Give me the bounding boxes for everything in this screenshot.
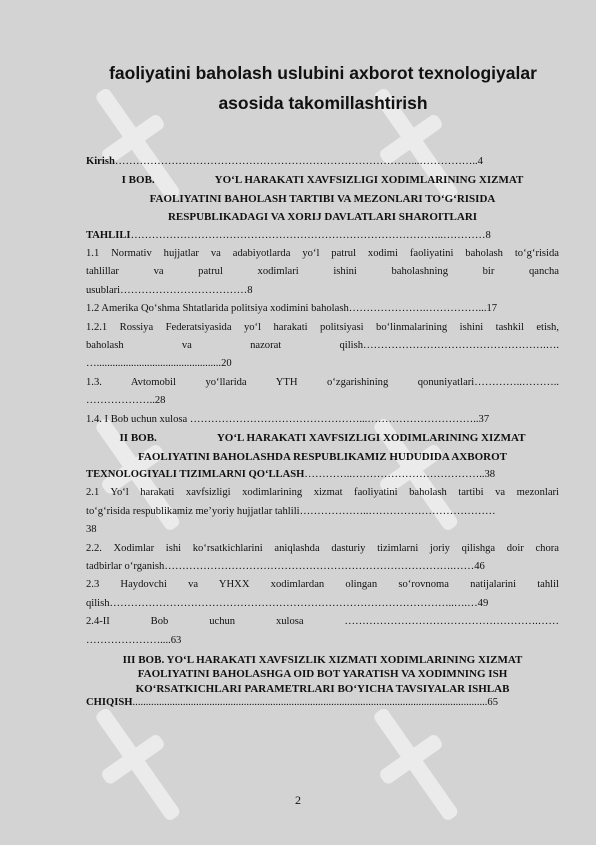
table-of-contents bbox=[86, 153, 559, 711]
toc-entry-2-1[interactable]: 2.1 Yo‘l harakati xavfsizligi xodimlarining xizmat faoliyatini baholash tartibi va mezonlari bbox=[86, 487, 559, 499]
toc-entry-2-3[interactable]: 2.3 Haydovchi va YHXX xodimlardan olingan so‘rovnoma natijalarini tahlil bbox=[86, 579, 559, 591]
toc-chapter-3-tail[interactable]: CHIQISH......................................................................................................................................65 bbox=[86, 697, 498, 709]
toc-chapter-2-tail[interactable]: TEXNOLOGIYALI TIZIMLARNI QO‘LLASH…………..………………………………..38 bbox=[86, 468, 496, 480]
toc-entry-2-1: to‘g‘risida respublikamiz me’yoriy hujjatlar tahlili………………..……………………………… bbox=[86, 505, 496, 517]
toc-entry-2-3: qilish……………………………………………………………………………………..….…49 bbox=[86, 597, 489, 609]
toc-chapter-3-heading[interactable]: III BOB. YO‘L HARAKATI XAVFSIZLIK XIZMATI XODIMLARINING XIZMAT bbox=[122, 653, 523, 666]
toc-entry-1-2-1: baholash va nazorat qilish…………………………………………….…. bbox=[86, 340, 559, 352]
toc-chapter-2-heading: FAOLIYATINI BAHOLASHDA RESPUBLIKAMIZ HUDUDIDA AXBOROT bbox=[138, 450, 507, 463]
toc-entry-1-3[interactable]: 1.3. Avtomobil yo‘llarida YTH o‘zgarishining qonuniyatlari…………..……….. bbox=[86, 376, 559, 388]
toc-entry-2-2[interactable]: 2.2. Xodimlar ishi ko‘rsatkichlarini aniqlashda dasturiy tizimlarni joriy qilishga doir chora bbox=[86, 542, 559, 554]
toc-chapter-1-tail[interactable]: TAHLILI……………………………………………………………………………..…………8 bbox=[86, 229, 491, 241]
title-line: asosida takomillashtirish bbox=[218, 93, 428, 113]
toc-entry-2-4[interactable]: 2.4-II Bob uchun xulosa ……………………………………………….…… bbox=[86, 616, 559, 628]
toc-entry-2-1: 38 bbox=[86, 524, 97, 536]
page-number: 2 bbox=[295, 793, 301, 807]
toc-entry-1-4[interactable]: 1.4. I Bob uchun xulosa …………………………………………...…………………………..37 bbox=[86, 413, 490, 425]
toc-entry-1-2-1: …...............................................20 bbox=[86, 358, 232, 370]
toc-entry-2-2: tadbirlar o‘rganish……………………………………………………………………….……46 bbox=[86, 560, 485, 572]
watermark-logo bbox=[92, 690, 182, 840]
toc-entry-2-4: …………………....63 bbox=[86, 634, 182, 646]
toc-chapter-1-heading: FAOLIYATINI BAHOLASH TARTIBI VA MEZONLARI TO‘G‘RISIDA bbox=[149, 192, 496, 205]
toc-chapter-1-heading: RESPUBLIKADAGI VA XORIJ DAVLATLARI SHAROITLARI bbox=[167, 211, 478, 224]
toc-entry-kirish[interactable]: Kirish…………………………………………………………………………...……………..4 bbox=[86, 156, 483, 167]
page-title bbox=[90, 58, 556, 118]
toc-chapter-3-heading: FAOLIYATINI BAHOLASHGA OID BOT YARATISH VA XODIMNING ISH bbox=[137, 668, 508, 681]
toc-entry-1-1[interactable]: 1.1 Normativ hujjatlar va adabiyotlarda yo‘l patrul xodimi faoliyatini baholash to‘g‘risida bbox=[86, 248, 559, 260]
toc-entry-1-1: usublari………………………………8 bbox=[86, 284, 253, 296]
watermark-logo bbox=[370, 690, 460, 840]
toc-entry-1-2[interactable]: 1.2 Amerika Qo‘shma Shtatlarida politsiya xodimini baholash………………….……………...17 bbox=[86, 303, 498, 315]
toc-chapter-3-heading: KO‘RSATKICHLARI PARAMETRLARI BO‘YICHA TAVSIYALAR ISHLAB bbox=[135, 682, 510, 695]
toc-entry-1-1: tahlillar va patrul xodimlari ishini baholashning bir qancha bbox=[86, 266, 559, 278]
toc-chapter-1-heading[interactable]: I BOB. YO‘L HARAKATI XAVFSIZLIGI XODIMLARINING XIZMAT bbox=[121, 174, 524, 187]
toc-entry-1-3: ………………..28 bbox=[86, 395, 166, 407]
toc-chapter-2-heading[interactable]: II BOB. YO‘L HARAKATI XAVFSIZLIGI XODIMLARINING XIZMAT bbox=[119, 432, 526, 445]
title-line: faoliyatini baholash uslubini axborot texnologiyalar bbox=[109, 63, 537, 83]
toc-entry-1-2-1[interactable]: 1.2.1 Rossiya Federatsiyasida yo‘l harakati politsiyasi bo‘linmalarining ishini tashkil etish, bbox=[86, 321, 559, 333]
